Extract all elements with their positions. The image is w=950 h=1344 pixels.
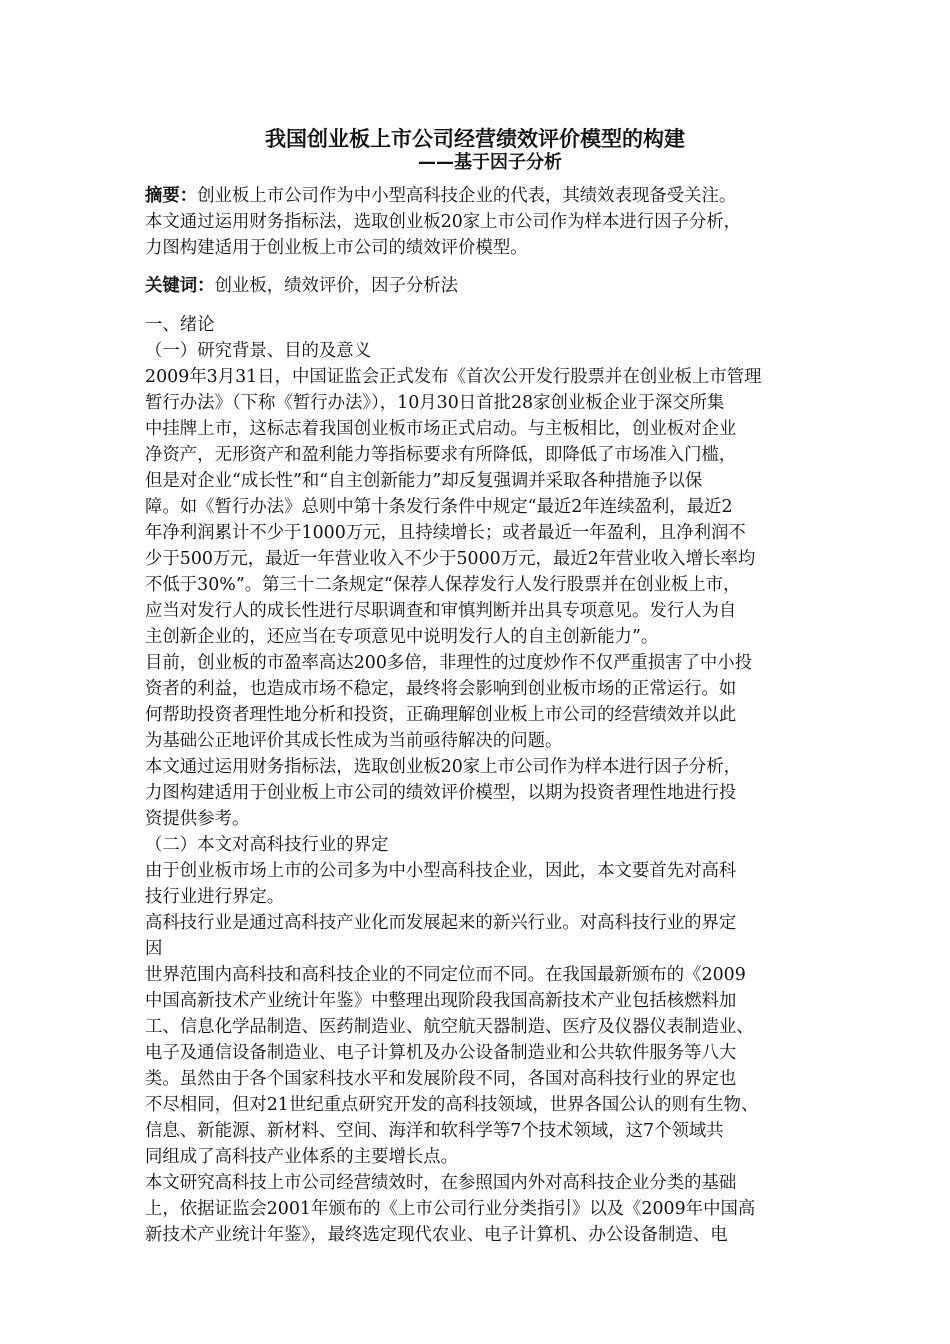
abstract-label: 摘要：	[145, 186, 198, 206]
body-line: 信息、新能源、新材料、空间、海洋和软科学等7个技术领域，这7个领域共	[145, 1121, 724, 1141]
abstract-line	[145, 183, 736, 209]
abstract-line: 力图构建适用于创业板上市公司的绩效评价模型。	[145, 238, 528, 258]
keywords-line	[145, 273, 458, 299]
body-line: 高科技行业是通过高科技产业化而发展起来的新兴行业。对高科技行业的界定	[145, 913, 737, 933]
body-line: 电子及通信设备制造业、电子计算机及办公设备制造业和公共软件服务等八大	[145, 1043, 737, 1063]
abstract-line: 本文通过运用财务指标法，选取创业板20家上市公司作为样本进行因子分析，	[145, 212, 742, 232]
body-line: 应当对发行人的成长性进行尽职调查和审慎判断并出具专项意见。发行人为自	[145, 601, 737, 621]
body-line: 少于500万元，最近一年营业收入不少于5000万元，最近2年营业收入增长率均	[145, 549, 756, 569]
body-line: 资者的利益，也造成市场不稳定，最终将会影响到创业板市场的正常运行。如	[145, 679, 737, 699]
body-line: 目前，创业板的市盈率高达200多倍，非理性的过度炒作不仅严重损害了中小投	[145, 653, 753, 673]
body-line: 由于创业板市场上市的公司多为中小型高科技企业，因此，本文要首先对高科	[145, 861, 737, 881]
body-line: 暂行办法》（下称《暂行办法》），10月30日首批28家创业板企业于深交所集	[145, 393, 725, 413]
abstract-text: 创业板上市公司作为中小型高科技企业的代表，其绩效表现备受关注。	[197, 186, 737, 206]
body-line: 年净利润累计不少于1000万元，且持续增长；或者最近一年盈利，且净利润不	[145, 523, 746, 543]
keywords-text: 创业板，绩效评价，因子分析法	[214, 276, 459, 296]
body-line: 净资产，无形资产和盈利能力等指标要求有所降低，即降低了市场准入门槛，	[145, 445, 737, 465]
body-line: （二）本文对高科技行业的界定	[145, 835, 389, 855]
body-line: 类。虽然由于各个国家科技水平和发展阶段不同，各国对高科技行业的界定也	[145, 1069, 737, 1089]
body-line: 中国高新技术产业统计年鉴》中整理出现阶段我国高新技术产业包括核燃料加	[145, 991, 737, 1011]
body-line: 中挂牌上市，这标志着我国创业板市场正式启动。与主板相比，创业板对企业	[145, 419, 737, 439]
body-line: 力图构建适用于创业板上市公司的绩效评价模型，以期为投资者理性地进行投	[145, 783, 737, 803]
body-line: 技行业进行界定。	[145, 887, 285, 907]
body-line: 为基础公正地评价其成长性成为当前亟待解决的问题。	[145, 731, 563, 751]
keywords-label: 关键词：	[145, 276, 215, 296]
body-line: 障。如《暂行办法》总则中第十条发行条件中规定“最近2年连续盈利，最近2	[145, 497, 733, 517]
document-subtitle: ——基于因子分析	[418, 152, 562, 173]
body-line: 2009年3月31日，中国证监会正式发布《首次公开发行股票并在创业板上市管理	[145, 367, 762, 387]
body-line: 工、信息化学品制造、医药制造业、航空航天器制造、医疗及仪器仪表制造业、	[145, 1017, 754, 1037]
body-line: 本文通过运用财务指标法，选取创业板20家上市公司作为样本进行因子分析，	[145, 757, 742, 777]
body-line: （一）研究背景、目的及意义	[145, 341, 372, 361]
body-line: 新技术产业统计年鉴》，最终选定现代农业、电子计算机、办公设备制造、电	[145, 1225, 728, 1245]
body-line: 但是对企业“成长性”和“自主创新能力”却反复强调并采取各种措施予以保	[145, 471, 703, 491]
body-line: 一、绪论	[145, 315, 215, 335]
body-line: 同组成了高科技产业体系的主要增长点。	[145, 1147, 459, 1167]
document-title: 我国创业板上市公司经营绩效评价模型的构建	[265, 127, 685, 151]
body-line: 不尽相同，但对21世纪重点研究开发的高科技领域，世界各国公认的则有生物、	[145, 1095, 759, 1115]
body-line: 世界范围内高科技和高科技企业的不同定位而不同。在我国最新颁布的《2009	[145, 965, 746, 985]
body-line: 本文研究高科技上市公司经营绩效时，在参照国内外对高科技企业分类的基础	[145, 1173, 737, 1193]
body-line: 资提供参考。	[145, 809, 250, 829]
body-line: 因	[145, 939, 163, 959]
body-line: 上，依据证监会2001年颁布的《上市公司行业分类指引》以及《2009年中国高	[145, 1199, 756, 1219]
body-line: 不低于30%”。第三十二条规定“保荐人保荐发行人发行股票并在创业板上市，	[145, 575, 741, 595]
body-line: 主创新企业的，还应当在专项意见中说明发行人的自主创新能力”。	[145, 627, 659, 647]
body-line: 何帮助投资者理性地分析和投资，正确理解创业板上市公司的经营绩效并以此	[145, 705, 737, 725]
